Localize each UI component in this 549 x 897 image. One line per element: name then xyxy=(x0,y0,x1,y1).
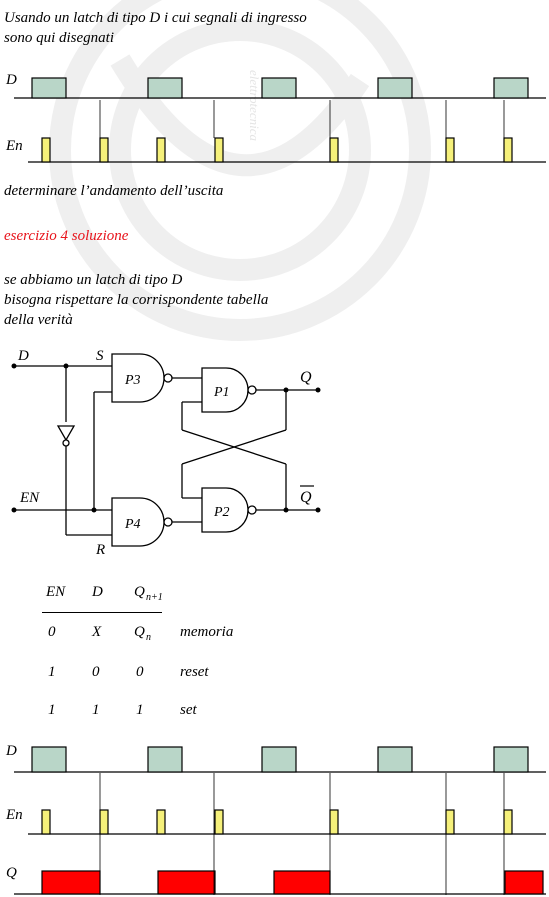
en-pulse xyxy=(446,810,454,834)
header-en: EN xyxy=(46,584,66,600)
q-high-pulse xyxy=(274,871,330,894)
inverter-gate xyxy=(58,426,74,440)
en-pulse xyxy=(100,810,108,834)
en-pulse xyxy=(215,810,223,834)
d-pulse xyxy=(32,78,66,98)
d-pulse xyxy=(378,78,412,98)
truth-table xyxy=(0,584,549,724)
explain-line-3: della verità xyxy=(4,312,73,328)
circuit-label-d: D xyxy=(18,348,29,364)
explain-line-2: bisogna rispettare la corrispondente tabella xyxy=(4,292,269,308)
d-pulse xyxy=(262,78,296,98)
gate-label-p4: P4 xyxy=(125,517,141,532)
row1-d: X xyxy=(92,624,102,640)
d-pulse xyxy=(494,747,528,772)
bottom-signal-label-d: D xyxy=(6,743,17,759)
gate-label-p1: P1 xyxy=(214,385,230,400)
d-pulse xyxy=(32,747,66,772)
row1-q: Q xyxy=(134,624,145,640)
latch-circuit xyxy=(0,340,549,565)
en-pulse xyxy=(157,810,165,834)
row1-desc: memoria xyxy=(180,624,234,640)
gate-label-p3: P3 xyxy=(125,373,141,388)
d-pulse xyxy=(262,747,296,772)
row3-desc: set xyxy=(180,702,197,718)
header-q-subscript: n+1 xyxy=(146,592,163,603)
en-pulse xyxy=(446,138,454,162)
bottom-signal-label-en: En xyxy=(6,807,23,823)
en-pulse xyxy=(504,810,512,834)
row2-en: 1 xyxy=(48,664,56,680)
q-high-pulse xyxy=(505,871,543,894)
header-q: Q xyxy=(134,584,145,600)
circuit-label-r: R xyxy=(96,542,106,558)
header-d: D xyxy=(92,584,103,600)
row3-en: 1 xyxy=(48,702,56,718)
d-pulse xyxy=(378,747,412,772)
d-pulse xyxy=(494,78,528,98)
en-pulse xyxy=(157,138,165,162)
en-pulse xyxy=(100,138,108,162)
circuit-label-en: EN xyxy=(20,490,40,506)
watermark-text: elettrotecnica xyxy=(247,70,262,141)
circuit-label-s: S xyxy=(96,348,104,364)
d-pulse xyxy=(148,78,182,98)
intro-line-1: Usando un latch di tipo D i cui segnali di ingresso xyxy=(4,10,307,26)
en-pulse xyxy=(504,138,512,162)
explain-line-1: se abbiamo un latch di tipo D xyxy=(4,272,183,288)
d-pulse xyxy=(148,747,182,772)
en-pulse xyxy=(42,138,50,162)
signal-label-d: D xyxy=(6,72,17,88)
q-high-pulse xyxy=(158,871,215,894)
q-high-pulse xyxy=(42,871,100,894)
signal-label-en: En xyxy=(6,138,23,154)
intro-line-2: sono qui disegnati xyxy=(4,30,115,46)
row1-en: 0 xyxy=(48,624,56,640)
output-timing-diagram xyxy=(0,735,549,895)
instruction-text: determinare l’andamento dell’uscita xyxy=(4,183,224,199)
en-pulse xyxy=(330,138,338,162)
row3-q: 1 xyxy=(136,702,144,718)
row3-d: 1 xyxy=(92,702,100,718)
bottom-signal-label-q: Q xyxy=(6,865,17,881)
table-divider xyxy=(42,612,162,613)
row2-q: 0 xyxy=(136,664,144,680)
row2-d: 0 xyxy=(92,664,100,680)
solution-title: esercizio 4 soluzione xyxy=(4,228,129,244)
row2-desc: reset xyxy=(180,664,209,680)
gate-label-p2: P2 xyxy=(214,505,230,520)
en-pulse xyxy=(215,138,223,162)
row1-q-subscript: n xyxy=(146,632,151,643)
en-pulse xyxy=(42,810,50,834)
input-timing-diagram xyxy=(0,60,549,180)
output-label-q-bar: Q xyxy=(300,489,312,506)
en-pulse xyxy=(330,810,338,834)
output-label-q: Q xyxy=(300,369,312,386)
